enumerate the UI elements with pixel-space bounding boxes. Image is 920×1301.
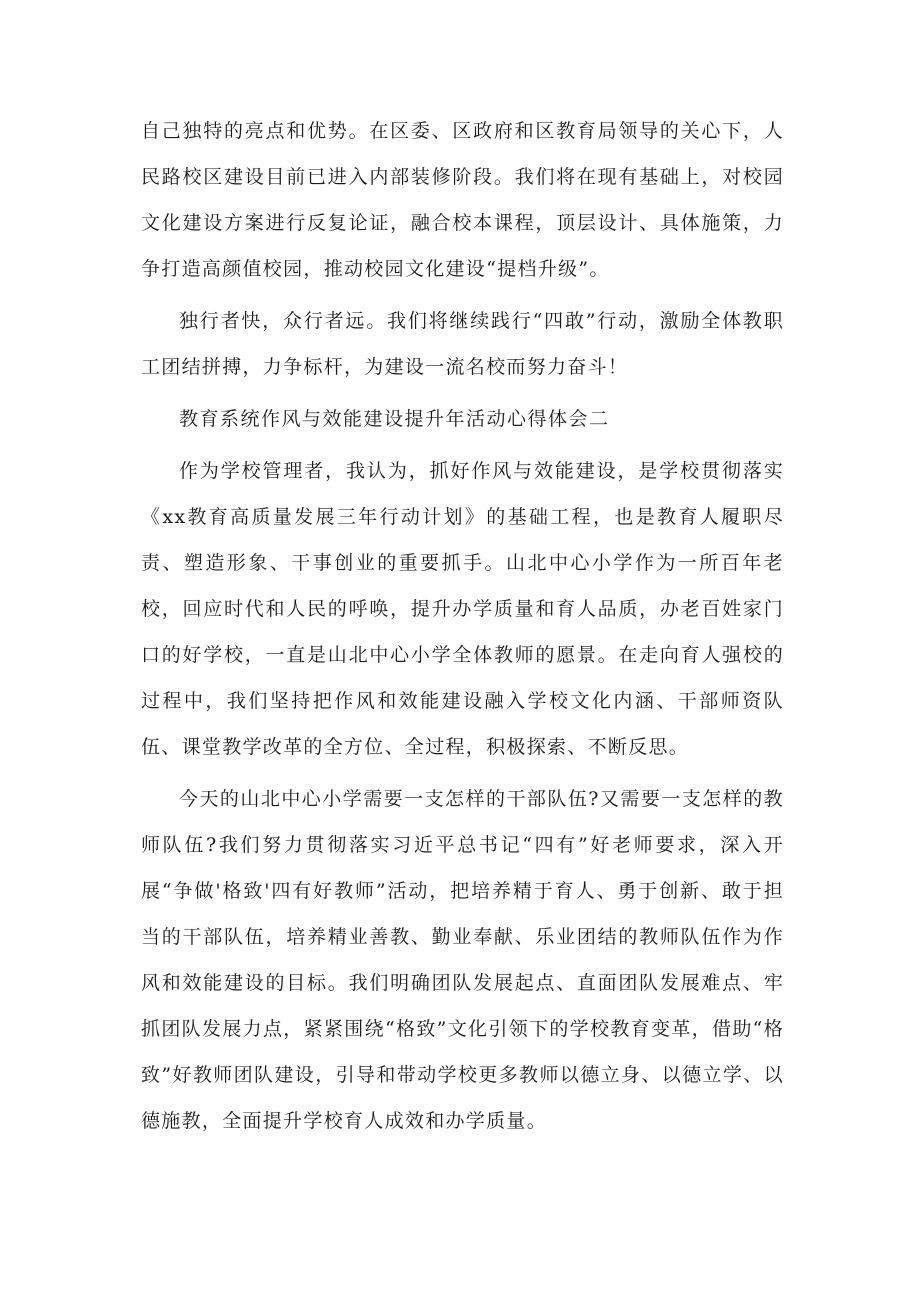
paragraph-intro: 作为学校管理者，我认为，抓好作风与效能建设，是学校贯彻落实《xx教育高质量发展三年行动计划》的基础工程，也是教育人履职尽责、塑造形象、干事创业的重要抓手。山北中心小学作为一所百年老校，回应时代和人民的呼唤，提升办学质量和育人品质，办老百姓家门口的好学校，一直是山北中心小学全体教师的愿景。在走向育人强校的过程中，我们坚持把作风和效能建设融入学校文化内涵、干部师资队伍、课堂教学改革的全方位、全过程，积极探索、不断反思。 [141,460,784,758]
section-title: 教育系统作风与效能建设提升年活动心得体会二 [179,408,610,430]
document-body [141,108,784,1150]
paragraph-continuation: 自己独特的亮点和优势。在区委、区政府和区教育局领导的关心下，人民路校区建设目前已进入内部装修阶段。我们将在现有基础上，对校园文化建设方案进行反复论证，融合校本课程，顶层设计、具体施策，力争打造高颜值校园，推动校园文化建设“提档升级”。 [141,120,784,280]
paragraph-team: 今天的山北中心小学需要一支怎样的干部队伍?又需要一支怎样的教师队伍?我们努力贯彻落实习近平总书记“四有”好老师要求，深入开展“争做'格致'四有好教师”活动，把培养精于育人、勇于创新、敢于担当的干部队伍，培养精业善教、勤业奉献、乐业团结的教师队伍作为作风和效能建设的目标。我们明确团队发展起点、直面团队发展难点、牢抓团队发展力点，紧紧围绕“格致”文化引领下的学校教育变革，借助“格致”好教师团队建设，引导和带动学校更多教师以德立身、以德立学、以德施教，全面提升学校育人成效和办学质量。 [141,788,784,1132]
paragraph-closing: 独行者快，众行者远。我们将继续践行“四敢”行动，激励全体教职工团结拼搏，力争标杆，为建设一流名校而努力奋斗！ [141,310,784,378]
